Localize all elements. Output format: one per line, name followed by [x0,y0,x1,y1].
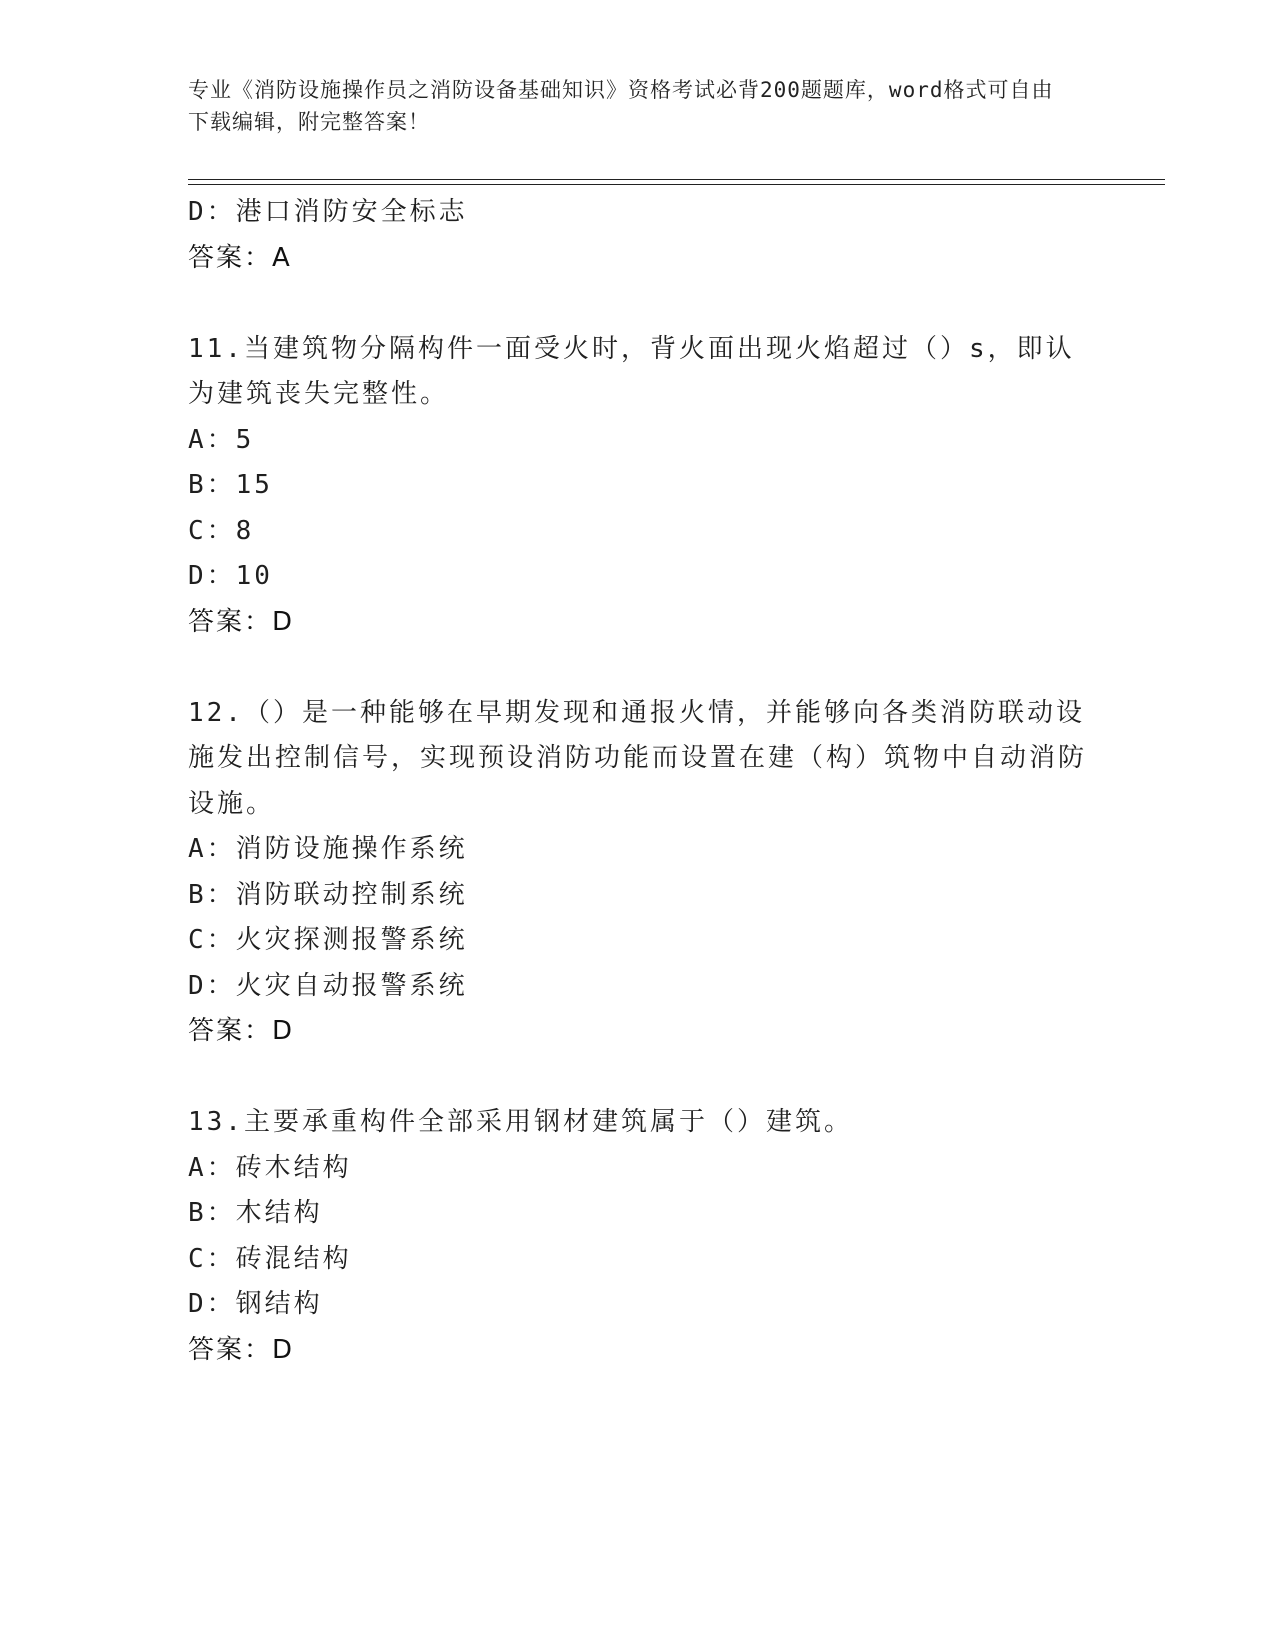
option-c: C：8 [188,515,255,546]
option-a: A：5 [188,424,255,455]
answer-line: 答案：D [188,1016,295,1046]
spacer [188,281,1088,327]
spacer [188,645,1088,691]
option-b: B：消防联动控制系统 [188,879,468,910]
header-divider-top [188,179,1165,180]
answer-line: 答案：D [188,606,295,637]
spacer [188,1055,1088,1101]
option-c: C：火灾探测报警系统 [188,925,468,955]
question-stem: 13.主要承重构件全部采用钢材建筑属于（）建筑。 [188,1107,853,1137]
option-b: B：木结构 [188,1198,323,1228]
option-a: A：砖木结构 [188,1152,352,1183]
option-a: A：消防设施操作系统 [188,834,468,864]
option-d: D：火灾自动报警系统 [188,970,468,1001]
answer-line: 答案：A [188,242,292,273]
option-b: B：15 [188,470,273,500]
question-stem: 11.当建筑物分隔构件一面受火时，背火面出现火焰超过（）s，即认为建筑丧失完整性。 [188,333,1075,409]
option-d: D：10 [188,561,273,591]
question-list [188,190,1088,1373]
option-d: D：钢结构 [188,1289,323,1319]
answer-line: 答案：D [188,1334,295,1365]
option-c: C：砖混结构 [188,1243,352,1274]
option-d: D：港口消防安全标志 [188,197,468,227]
document-header: 专业《消防设施操作员之消防设备基础知识》资格考试必背200题题库，word格式可自由下载编辑，附完整答案！ [188,78,1054,134]
question-stem: 12.（）是一种能够在早期发现和通报火情，并能够向各类消防联动设施发出控制信号，实现预设消防功能而设置在建（构）筑物中自动消防设施。 [188,697,1088,819]
header-divider-bottom [188,184,1165,185]
